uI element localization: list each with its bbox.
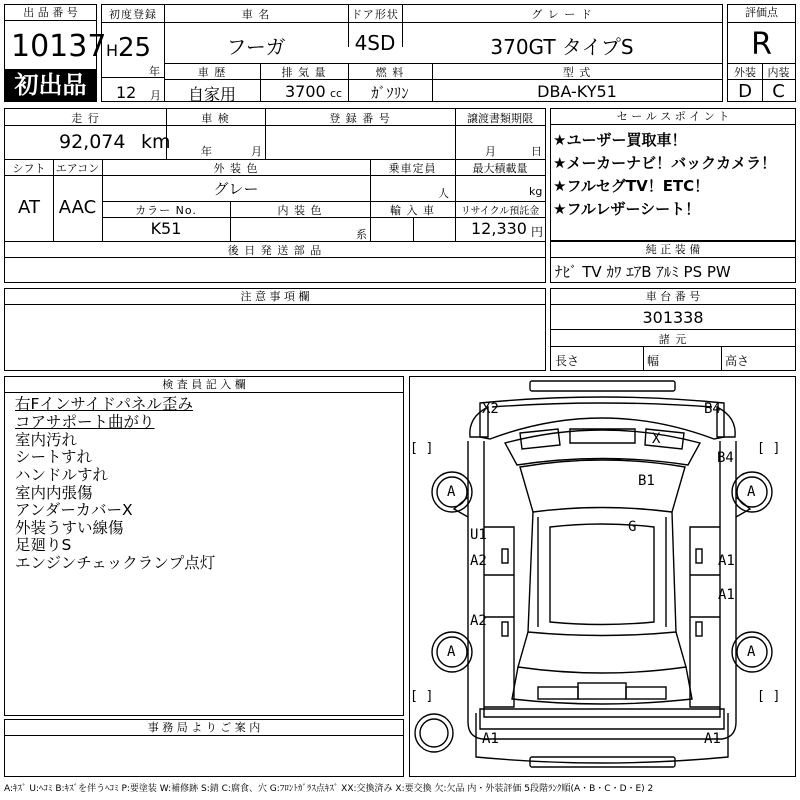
equipment-items: ﾅﾋﾞ TV ｶﾜ ｴｱB ｱﾙﾐ PS PW	[555, 263, 731, 281]
damage-mark: A	[747, 644, 756, 660]
model: DBA-KY51	[537, 82, 617, 101]
exterior-grade: D	[738, 81, 752, 102]
equipment-label: 純 正 装 備	[551, 242, 795, 258]
sales-points-label: セ ー ル ス ポ イ ン ト	[551, 109, 795, 125]
damage-mark: X2	[482, 401, 499, 417]
inspector-note: 足廻りS	[15, 536, 72, 554]
int-color-unit: 系	[356, 228, 367, 241]
caution-box	[4, 288, 546, 371]
height-label: 高さ	[725, 354, 750, 368]
damage-mark: U1	[470, 527, 487, 543]
mileage: 92,074	[59, 131, 126, 153]
caution-label: 注 意 事 項 欄	[5, 289, 545, 305]
capacity-unit: 人	[438, 187, 449, 200]
ac-label: エアコン	[55, 162, 100, 175]
exterior-label: 外装	[734, 66, 756, 79]
inspector-note: コアサポート曲がり	[15, 413, 155, 431]
inspection-label: 車 検	[201, 112, 230, 125]
score-box	[727, 4, 796, 102]
inspector-note: ハンドルすれ	[15, 466, 109, 484]
inspector-notes-box	[4, 376, 404, 716]
damage-mark: B4	[704, 401, 721, 417]
inspector-note: アンダーカバーX	[15, 501, 133, 519]
inspector-note: 室内内張傷	[15, 484, 93, 502]
damage-mark: A2	[470, 553, 487, 569]
equipment-box	[550, 241, 796, 283]
sales-point: ★フルセグTV！ETC！	[553, 177, 710, 195]
tire-bracket: [ ]	[757, 689, 781, 704]
recycle: 12,330	[471, 219, 527, 238]
damage-mark: A2	[470, 613, 487, 629]
shift: AT	[18, 197, 40, 218]
inspector-note: エンジンチェックランプ点灯	[15, 554, 216, 572]
chassis-label: 車 台 番 号	[551, 289, 795, 305]
door-type: 4SD	[354, 31, 396, 55]
chassis-number: 301338	[642, 308, 704, 327]
first-listing-badge: 初出品	[5, 69, 96, 102]
damage-mark: B1	[638, 473, 655, 489]
car-damage-diagram	[409, 376, 796, 777]
month-unit: 月	[150, 89, 161, 102]
recycle-unit: 円	[531, 225, 544, 239]
car-outline-drawing	[410, 377, 795, 776]
inspector-note: 右Fインサイドパネル歪み	[15, 395, 194, 413]
damage-mark: A	[747, 484, 756, 500]
sales-point: ★メーカーナビ！バックカメラ！	[553, 154, 777, 172]
era-letter: H	[106, 41, 119, 60]
damage-mark: A	[447, 484, 456, 500]
color-no-label: カラー No.	[135, 204, 197, 217]
displacement: 3700	[285, 82, 326, 101]
ext-color-label: 外 装 色	[213, 162, 259, 175]
year-unit: 年	[149, 65, 160, 78]
sales-point: ★ユーザー買取車！	[553, 131, 687, 149]
vehicle-info-box	[4, 108, 546, 283]
import-label: 輸 入 車	[390, 204, 435, 217]
inspector-note: 室内汚れ	[15, 431, 78, 449]
transfer-label: 譲渡書類期限	[467, 112, 533, 125]
vehicle-header-box	[101, 4, 723, 102]
displacement-unit: cc	[330, 87, 343, 100]
office-box	[4, 719, 404, 777]
tire-bracket: [ ]	[757, 441, 781, 456]
transfer-month: 月	[485, 145, 496, 158]
door-label: ドア形状	[351, 8, 399, 21]
office-label: 事 務 局 よ り ご 案 内	[5, 720, 403, 736]
history: 自家用	[187, 85, 236, 104]
grade-label: グ レ ー ド	[531, 8, 593, 21]
tire-bracket: [ ]	[410, 441, 434, 456]
inspector-note: 外装うすい線傷	[15, 519, 124, 537]
parts-label: 後 日 発 送 部 品	[227, 244, 323, 257]
recycle-label: リサイクル預託金	[460, 206, 540, 217]
fuel-label: 燃 料	[375, 66, 405, 79]
score: R	[751, 27, 772, 62]
interior-label: 内装	[767, 66, 790, 79]
car-name-label: 車 名	[241, 8, 271, 21]
lot-number-label: 出 品 番 号	[5, 5, 96, 21]
transfer-day: 日	[531, 145, 542, 158]
int-color-label: 内 装 色	[277, 204, 323, 217]
lot-number: 10137	[11, 29, 107, 64]
damage-mark: A1	[704, 731, 721, 747]
inspection-year: 年	[201, 145, 212, 158]
shift-label: シフト	[12, 162, 46, 175]
reg-no-label: 登 録 番 号	[329, 112, 391, 125]
chassis-box	[550, 288, 796, 371]
damage-mark: A1	[482, 731, 499, 747]
first-reg-label: 初度登録	[109, 8, 157, 21]
ac: AAC	[58, 197, 97, 218]
load-label: 最大積載量	[472, 162, 528, 175]
color-no: K51	[150, 219, 182, 238]
width-label: 幅	[647, 354, 660, 368]
damage-mark: X	[652, 431, 661, 447]
capacity-label: 乗車定員	[388, 162, 437, 175]
inspection-month: 月	[251, 145, 262, 158]
load-unit: kg	[529, 185, 543, 198]
damage-mark: G	[628, 519, 637, 535]
car-name: フーガ	[226, 35, 286, 59]
displacement-label: 排 気 量	[281, 66, 327, 79]
damage-mark: A1	[718, 553, 735, 569]
ext-color: グレー	[213, 180, 259, 198]
model-label: 型 式	[562, 66, 592, 79]
sales-points-box	[550, 108, 796, 241]
damage-mark: A1	[718, 587, 735, 603]
score-label: 評価点	[728, 5, 795, 23]
dims-label: 諸 元	[658, 333, 688, 346]
interior-grade: C	[772, 81, 785, 102]
damage-mark: B4	[717, 450, 734, 466]
history-label: 車 歴	[197, 66, 227, 79]
legend: A:ｷｽﾞ U:ﾍｺﾐ B:ｷｽﾞを伴うﾍｺﾐ P:要塗装 W:補修跡 S:錆 C:腐食、穴 G:ﾌﾛﾝﾄｶﾞﾗｽ点ｷｽﾞ XX:交換済み X:要交換 欠:欠品 内・外装評価 5段階ﾗﾝｸ順(A・B・C・D・E) 2	[4, 784, 654, 794]
length-label: 長さ	[555, 354, 580, 368]
damage-mark: A	[447, 644, 456, 660]
first-reg-month: 12	[116, 83, 137, 102]
first-reg-year: 25	[118, 33, 152, 63]
inspector-label: 検 査 員 記 入 欄	[5, 377, 403, 393]
sales-point: ★フルレザーシート！	[553, 200, 701, 218]
grade: 370GT タイプS	[490, 35, 634, 59]
tire-bracket: [ ]	[410, 689, 434, 704]
fuel: ｶﾞｿﾘﾝ	[371, 84, 409, 102]
inspector-note: シートすれ	[15, 448, 93, 466]
lot-number-box	[4, 4, 107, 102]
mileage-unit: km	[141, 131, 171, 153]
mileage-label: 走 行	[71, 112, 100, 125]
